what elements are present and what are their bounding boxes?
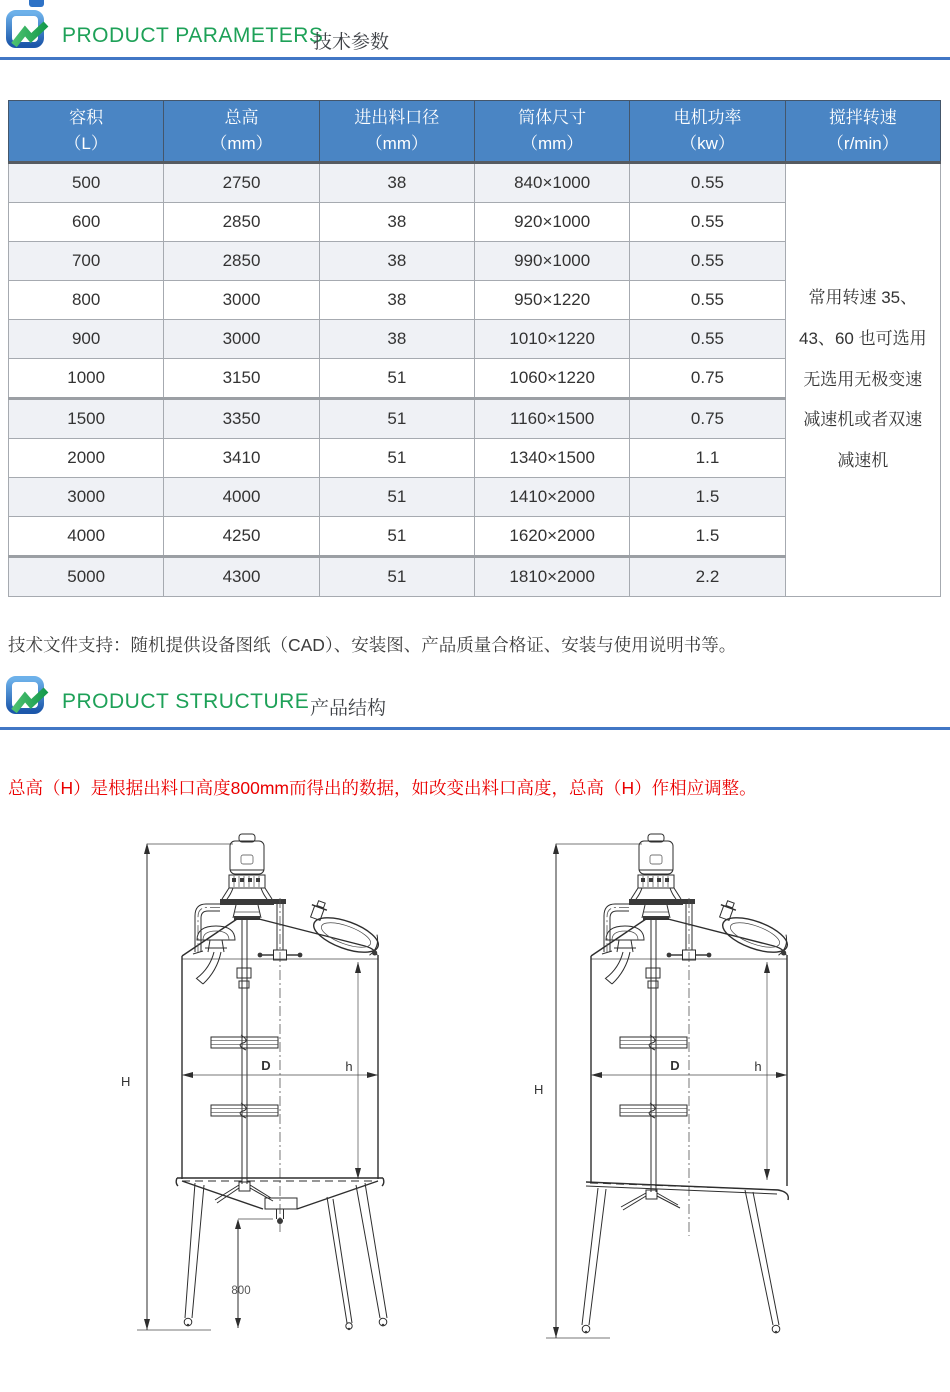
section-structure-title-en: PRODUCT STRUCTURE — [62, 690, 310, 713]
svg-text:h: h — [754, 1059, 762, 1074]
agitator-shaft — [237, 920, 251, 1184]
col-header-volume: 容积 （L） — [9, 101, 164, 163]
table-cell: 600 — [9, 203, 164, 242]
breather-dome — [196, 926, 235, 984]
col-header-port-diameter: 进出料口径 （mm） — [319, 101, 474, 163]
table-cell: 5000 — [9, 557, 164, 597]
table-cell: 1620×2000 — [474, 517, 629, 557]
table-cell: 38 — [319, 163, 474, 203]
table-cell: 3150 — [164, 359, 319, 399]
manhole — [717, 899, 793, 960]
table-cell: 950×1220 — [474, 281, 629, 320]
table-cell: 0.55 — [630, 163, 785, 203]
agitator-paddle-lower — [211, 1103, 278, 1118]
table-cell: 51 — [319, 557, 474, 597]
table-cell: 2850 — [164, 203, 319, 242]
table-cell: 1.5 — [630, 517, 785, 557]
brand-logo-icon — [5, 10, 51, 52]
table-cell: 500 — [9, 163, 164, 203]
table-cell: 1500 — [9, 399, 164, 439]
table-cell: 4000 — [164, 478, 319, 517]
brand-logo-icon — [5, 676, 51, 718]
flat-bottom — [586, 1182, 788, 1200]
parameters-table — [8, 100, 941, 597]
svg-text:H: H — [534, 1082, 544, 1097]
tank-diagram-cone-bottom — [111, 828, 446, 1352]
table-cell: 0.55 — [630, 320, 785, 359]
page-top-cutoff-fragment — [29, 0, 44, 7]
table-cell: 51 — [319, 517, 474, 557]
table-cell: 38 — [319, 242, 474, 281]
table-cell: 0.55 — [630, 203, 785, 242]
table-cell: 2.2 — [630, 557, 785, 597]
col-header-cylinder-size: 筒体尺寸 （mm） — [474, 101, 629, 163]
table-cell: 2850 — [164, 242, 319, 281]
height-adjust-note: 总高（H）是根据出料口高度800mm而得出的数据，如改变出料口高度，总高（H）作相应调整。 — [8, 777, 757, 798]
svg-text:D: D — [670, 1058, 680, 1073]
section-parameters-divider — [0, 57, 950, 60]
table-cell: 2000 — [9, 439, 164, 478]
svg-text:D: D — [261, 1058, 271, 1073]
table-cell: 0.55 — [630, 281, 785, 320]
table-cell: 4250 — [164, 517, 319, 557]
table-cell: 1010×1220 — [474, 320, 629, 359]
dimension-inner-height — [345, 962, 361, 1179]
col-header-total-height: 总高 （mm） — [164, 101, 319, 163]
breather-dome — [605, 926, 644, 984]
table-cell: 4300 — [164, 557, 319, 597]
table-cell: 900 — [9, 320, 164, 359]
table-cell: 700 — [9, 242, 164, 281]
table-cell: 0.75 — [630, 399, 785, 439]
svg-text:h: h — [345, 1059, 353, 1074]
table-cell: 840×1000 — [474, 163, 629, 203]
doc-support-note: 技术文件支持：随机提供设备图纸（CAD）、安装图、产品质量合格证、安装与使用说明书等。 — [8, 634, 737, 655]
agitator-paddle-lower — [620, 1103, 687, 1118]
table-cell: 3410 — [164, 439, 319, 478]
table-cell: 51 — [319, 478, 474, 517]
table-cell: 1.1 — [630, 439, 785, 478]
table-cell: 0.75 — [630, 359, 785, 399]
table-cell: 38 — [319, 203, 474, 242]
manhole — [308, 899, 384, 960]
table-cell: 38 — [319, 320, 474, 359]
table-cell: 920×1000 — [474, 203, 629, 242]
table-cell: 3000 — [164, 320, 319, 359]
table-cell: 51 — [319, 359, 474, 399]
agitator-shaft — [646, 920, 660, 1192]
tank-diagram-flat-bottom — [520, 828, 855, 1358]
table-cell: 3000 — [164, 281, 319, 320]
col-header-stir-speed: 搅拌转速 （r/min） — [785, 101, 940, 163]
table-cell: 1410×2000 — [474, 478, 629, 517]
agitator-paddle-upper — [211, 1035, 278, 1050]
section-structure-title-zh: 产品结构 — [310, 698, 387, 719]
table-cell: 1060×1220 — [474, 359, 629, 399]
section-parameters-title-zh: 技术参数 — [313, 32, 390, 53]
table-cell: 51 — [319, 439, 474, 478]
table-cell: 3350 — [164, 399, 319, 439]
table-cell: 1000 — [9, 359, 164, 399]
agitator-paddle-upper — [620, 1035, 687, 1050]
table-cell: 1.5 — [630, 478, 785, 517]
table-cell: 38 — [319, 281, 474, 320]
agitator-motor — [220, 834, 274, 920]
table-cell: 3000 — [9, 478, 164, 517]
stir-speed-note-cell: 常用转速 35、43、60 也可选用无选用无极变速减速机或者双速减速机 — [785, 163, 940, 597]
table-cell: 2750 — [164, 163, 319, 203]
col-header-motor-power: 电机功率 （kw） — [630, 101, 785, 163]
tank-legs — [582, 1188, 780, 1333]
table-cell: 51 — [319, 399, 474, 439]
svg-text:800: 800 — [231, 1285, 251, 1297]
table-cell: 800 — [9, 281, 164, 320]
dimension-overall-height — [121, 843, 233, 1330]
table-cell: 990×1000 — [474, 242, 629, 281]
bottom-bearing — [215, 1182, 273, 1203]
table-cell: 1810×2000 — [474, 557, 629, 597]
parameters-table-header — [9, 101, 941, 163]
table-cell: 1160×1500 — [474, 399, 629, 439]
parameters-table-body — [9, 163, 941, 597]
table-cell: 1340×1500 — [474, 439, 629, 478]
agitator-motor — [629, 834, 683, 920]
table-cell: 4000 — [9, 517, 164, 557]
svg-text:H: H — [121, 1074, 131, 1089]
tank-legs — [184, 1183, 387, 1330]
dimension-outlet-height — [231, 1219, 273, 1328]
section-parameters-title-en: PRODUCT PARAMETERS — [62, 24, 324, 47]
section-structure-divider — [0, 727, 950, 730]
table-cell: 0.55 — [630, 242, 785, 281]
bottom-bearing — [621, 1190, 680, 1210]
dimension-inner-height — [754, 962, 770, 1180]
dimension-overall-height — [534, 843, 642, 1338]
table-row — [9, 163, 941, 203]
